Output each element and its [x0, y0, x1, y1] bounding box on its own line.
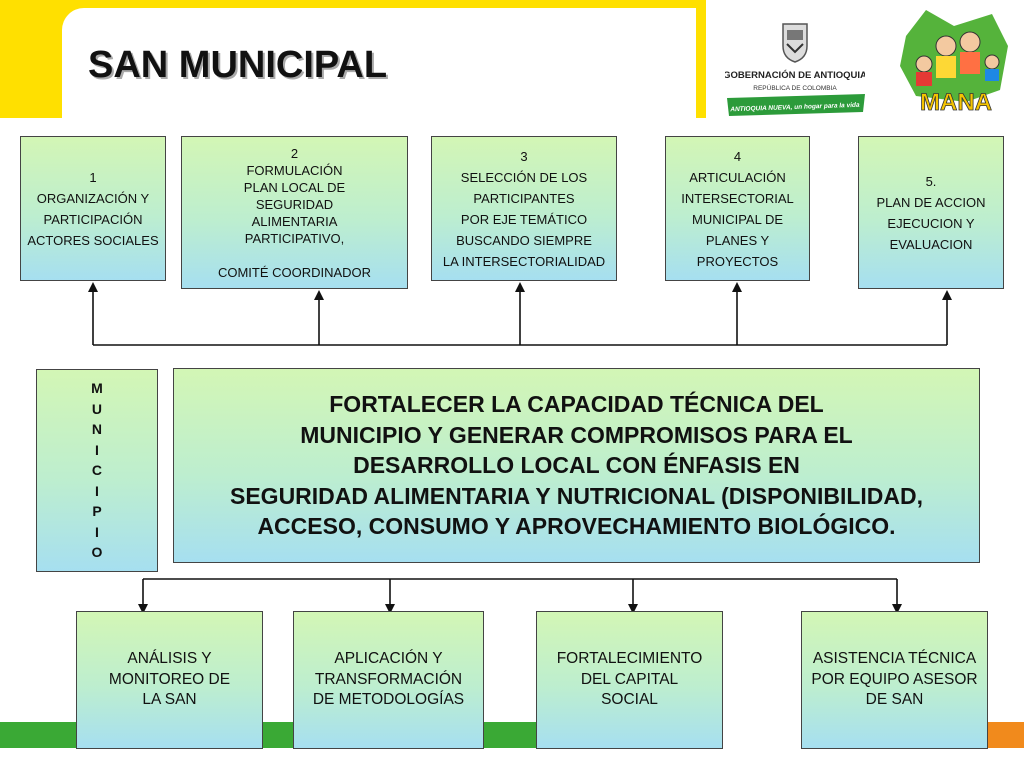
bottom-box-3: [536, 611, 723, 749]
municipio-letter: P: [92, 503, 102, 520]
step-1-box: [20, 136, 166, 281]
step-2-box: [181, 136, 408, 289]
gobernacion-name: GOBERNACIÓN DE ANTIOQUIA: [725, 70, 865, 81]
bottom-box-2: [293, 611, 484, 749]
goal-text: FORTALECER LA CAPACIDAD TÉCNICA DEL MUNICIPIO Y GENERAR COMPROMISOS PARA EL DESARROLLO LOCAL CON ÉNFASIS EN SEGURIDAD ALIMENTARIA Y NUTRICIONAL (DISPONIBILIDAD, ACCESO, CONSUMO Y APROVECHAMIENTO BIOLÓGICO.: [230, 391, 923, 540]
municipio-label: [91, 378, 103, 563]
step-4-text: 4 ARTICULACIÓN INTERSECTORIAL MUNICIPAL DE PLANES Y PROYECTOS: [681, 148, 794, 269]
step-3-text: 3 SELECCIÓN DE LOS PARTICIPANTES POR EJE TEMÁTICO BUSCANDO SIEMPRE LA INTERSECTORIALIDAD: [442, 148, 606, 269]
step-5-box: [858, 136, 1004, 289]
municipio-box: [36, 369, 158, 572]
municipio-letter: O: [91, 544, 103, 561]
municipio-letter: M: [91, 380, 103, 397]
step-2-text: 2 FORMULACIÓN PLAN LOCAL DE SEGURIDAD ALIMENTARIA PARTICIPATIVO, COMITÉ COORDINADOR: [217, 145, 372, 280]
bottom-box-2-text: APLICACIÓN Y TRANSFORMACIÓN DE METODOLOGÍAS: [312, 650, 465, 709]
bottom-box-1-text: ANÁLISIS Y MONITOREO DE LA SAN: [108, 650, 231, 709]
step-5-text: 5. PLAN DE ACCION EJECUCION Y EVALUACION: [876, 173, 986, 252]
bottom-box-3-text: FORTALECIMIENTO DEL CAPITAL SOCIAL: [556, 650, 703, 709]
goal-box: [173, 368, 980, 563]
bottom-box-4: [801, 611, 988, 749]
municipio-letter: I: [95, 441, 99, 458]
bottom-box-4-text: ASISTENCIA TÉCNICA POR EQUIPO ASESOR DE SAN: [811, 650, 978, 709]
gobernacion-subtitle: REPÚBLICA DE COLOMBIA: [753, 85, 837, 92]
mana-name: MANA: [920, 89, 992, 116]
page-title: SAN MUNICIPAL: [88, 44, 388, 86]
gobernacion-slogan: ANTIOQUIA NUEVA, un hogar para la vida: [730, 101, 860, 114]
municipio-letter: C: [91, 462, 103, 479]
municipio-letter: I: [95, 482, 99, 499]
bottom-box-1: [76, 611, 263, 749]
municipio-letter: I: [95, 523, 99, 540]
municipio-letter: N: [91, 421, 103, 438]
municipio-letter: U: [91, 400, 103, 417]
step-3-box: [431, 136, 617, 281]
step-1-text: 1 ORGANIZACIÓN Y PARTICIPACIÓN ACTORES SOCIALES: [27, 169, 159, 248]
step-4-box: [665, 136, 810, 281]
